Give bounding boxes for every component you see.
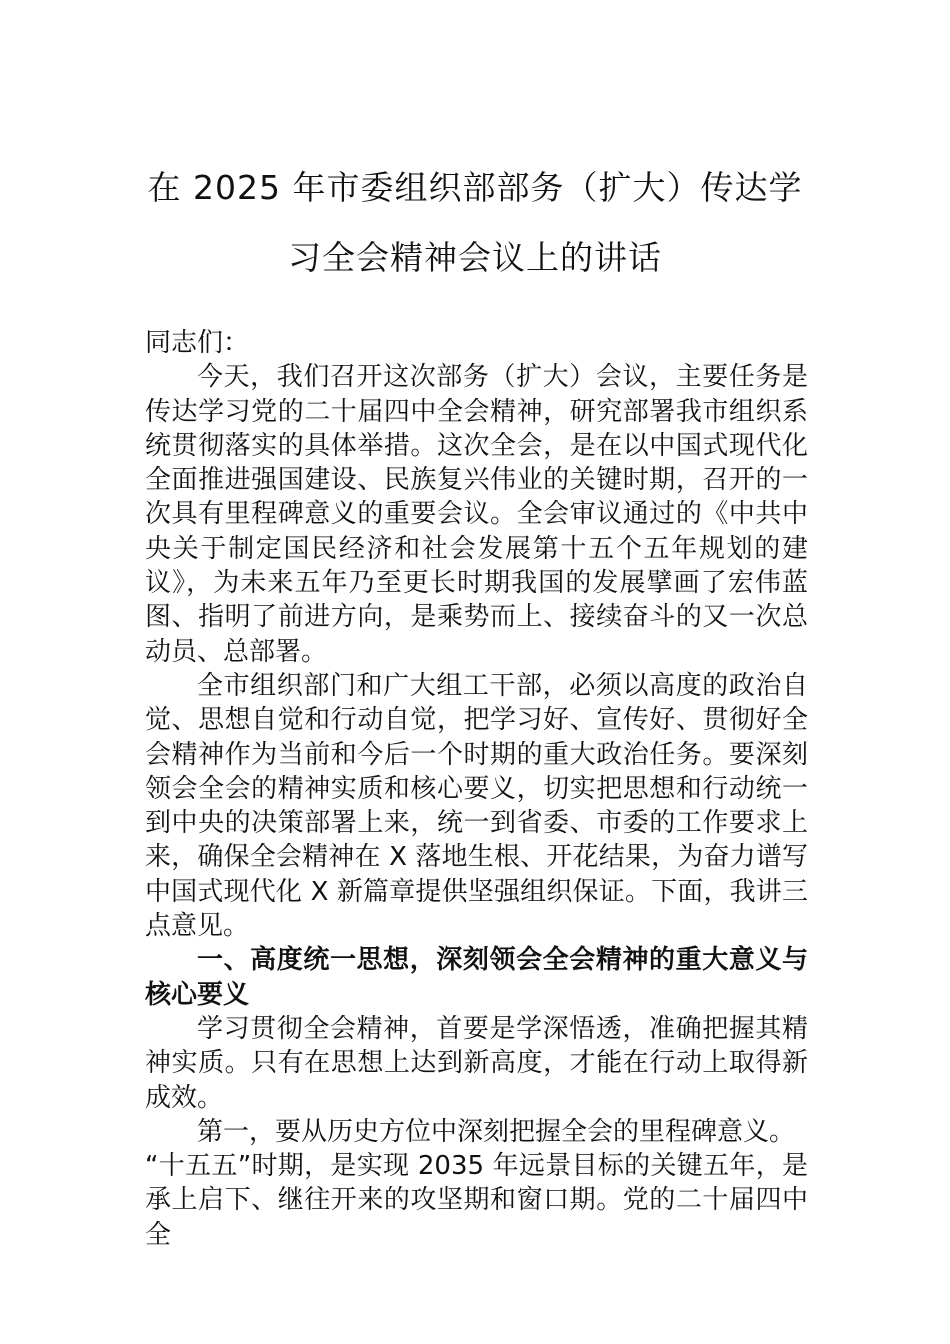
paragraph-5: “十五五”时期，是实现 2035 年远景目标的关键五年，是承上启下、继往开来的攻坚期和窗口期。党的二十届四中全 [145, 1151, 808, 1250]
section-heading-1: 一、高度统一思想，深刻领会全会精神的重大意义与核心要义 [145, 945, 808, 1010]
document-title-line-1: 在 2025 年市委组织部部务（扩大）传达学 [147, 168, 803, 207]
salutation: 同志们： [145, 328, 250, 358]
paragraph-2: 全市组织部门和广大组工干部，必须以高度的政治自觉、思想自觉和行动自觉，把学习好、宣传好、贯彻好全会精神作为当前和今后一个时期的重大政治任务。要深刻领会全会的精神实质和核心要义，切实把思想和行动统一到中央的决策部署上来，统一到省委、市委的工作要求上来，确保全会精神在 X 落地生根、开花结果，为奋力谱写中国式现代化 X 新篇章提供坚强组织保证。下面，我讲三点意见。 [145, 670, 808, 942]
document-title-line-2: 习全会精神会议上的讲话 [288, 238, 662, 277]
paragraph-4: 第一，要从历史方位中深刻把握全会的里程碑意义。 [197, 1116, 796, 1147]
paragraph-1: 今天，我们召开这次部务（扩大）会议，主要任务是传达学习党的二十届四中全会精神，研究部署我市组织系统贯彻落实的具体举措。这次全会，是在以中国式现代化全面推进强国建设、民族复兴伟业的关键时期，召开的一次具有里程碑意义的重要会议。全会审议通过的《中共中央关于制定国民经济和社会发展第十五个五年规划的建议》，为未来五年乃至更长时期我国的发展擘画了宏伟蓝图、指明了前进方向，是乘势而上、接续奋斗的又一次总动员、总部署。 [145, 362, 808, 667]
document-body [145, 326, 808, 1252]
paragraph-3: 学习贯彻全会精神，首要是学深悟透，准确把握其精神实质。只有在思想上达到新高度，才能在行动上取得新成效。 [145, 1013, 808, 1113]
